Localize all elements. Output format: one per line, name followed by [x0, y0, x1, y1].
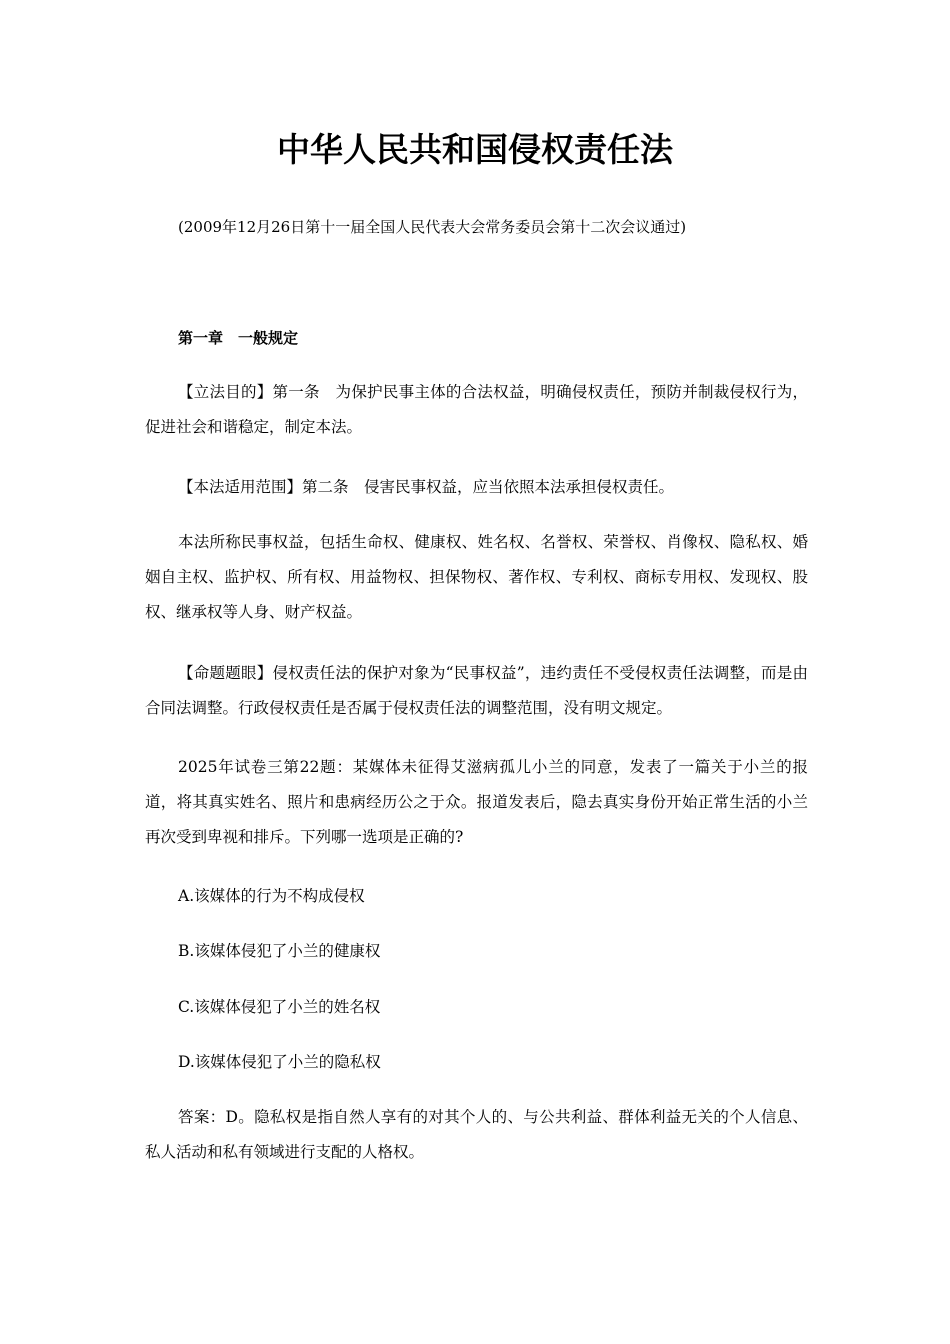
paragraph-rights-scope: 本法所称民事权益，包括生命权、健康权、姓名权、名誉权、荣誉权、肖像权、隐私权、婚姻自主权、监护权、所有权、用益物权、担保物权、著作权、专利权、商标专用权、发现权、股权、继承权等人身、财产权益。: [145, 533, 808, 621]
option-d: D.该媒体侵犯了小兰的隐私权: [178, 1053, 381, 1071]
option-a: A.该媒体的行为不构成侵权: [178, 887, 365, 905]
answer-paragraph: 答案：D。隐私权是指自然人享有的对其个人的、与公共利益、群体利益无关的个人信息、私人活动和私有领域进行支配的人格权。: [145, 1108, 808, 1161]
option-b: B.该媒体侵犯了小兰的健康权: [178, 942, 381, 960]
paragraph-exam-point: 【命题题眼】侵权责任法的保护对象为“民事权益”，违约责任不受侵权责任法调整，而是由合同法调整。行政侵权责任是否属于侵权责任法的调整范围，没有明文规定。: [145, 664, 808, 717]
chapter-heading: 第一章 一般规定: [178, 329, 299, 347]
document-title: 中华人民共和国侵权责任法: [277, 130, 673, 169]
document-subtitle: (2009年12月26日第十一届全国人民代表大会常务委员会第十二次会议通过): [178, 218, 687, 236]
paragraph-article-1: 【立法目的】第一条 为保护民事主体的合法权益，明确侵权责任，预防并制裁侵权行为，促进社会和谐稳定，制定本法。: [145, 383, 808, 436]
paragraph-exam-question: 2025年试卷三第22题：某媒体未征得艾滋病孤儿小兰的同意，发表了一篇关于小兰的报道，将其真实姓名、照片和患病经历公之于众。报道发表后，隐去真实身份开始正常生活的小兰再次受到卑视和排斥。下列哪一选项是正确的?: [145, 758, 808, 846]
option-c: C.该媒体侵犯了小兰的姓名权: [178, 998, 381, 1016]
paragraph-article-2: 【本法适用范围】第二条 侵害民事权益，应当依照本法承担侵权责任。: [178, 478, 675, 496]
